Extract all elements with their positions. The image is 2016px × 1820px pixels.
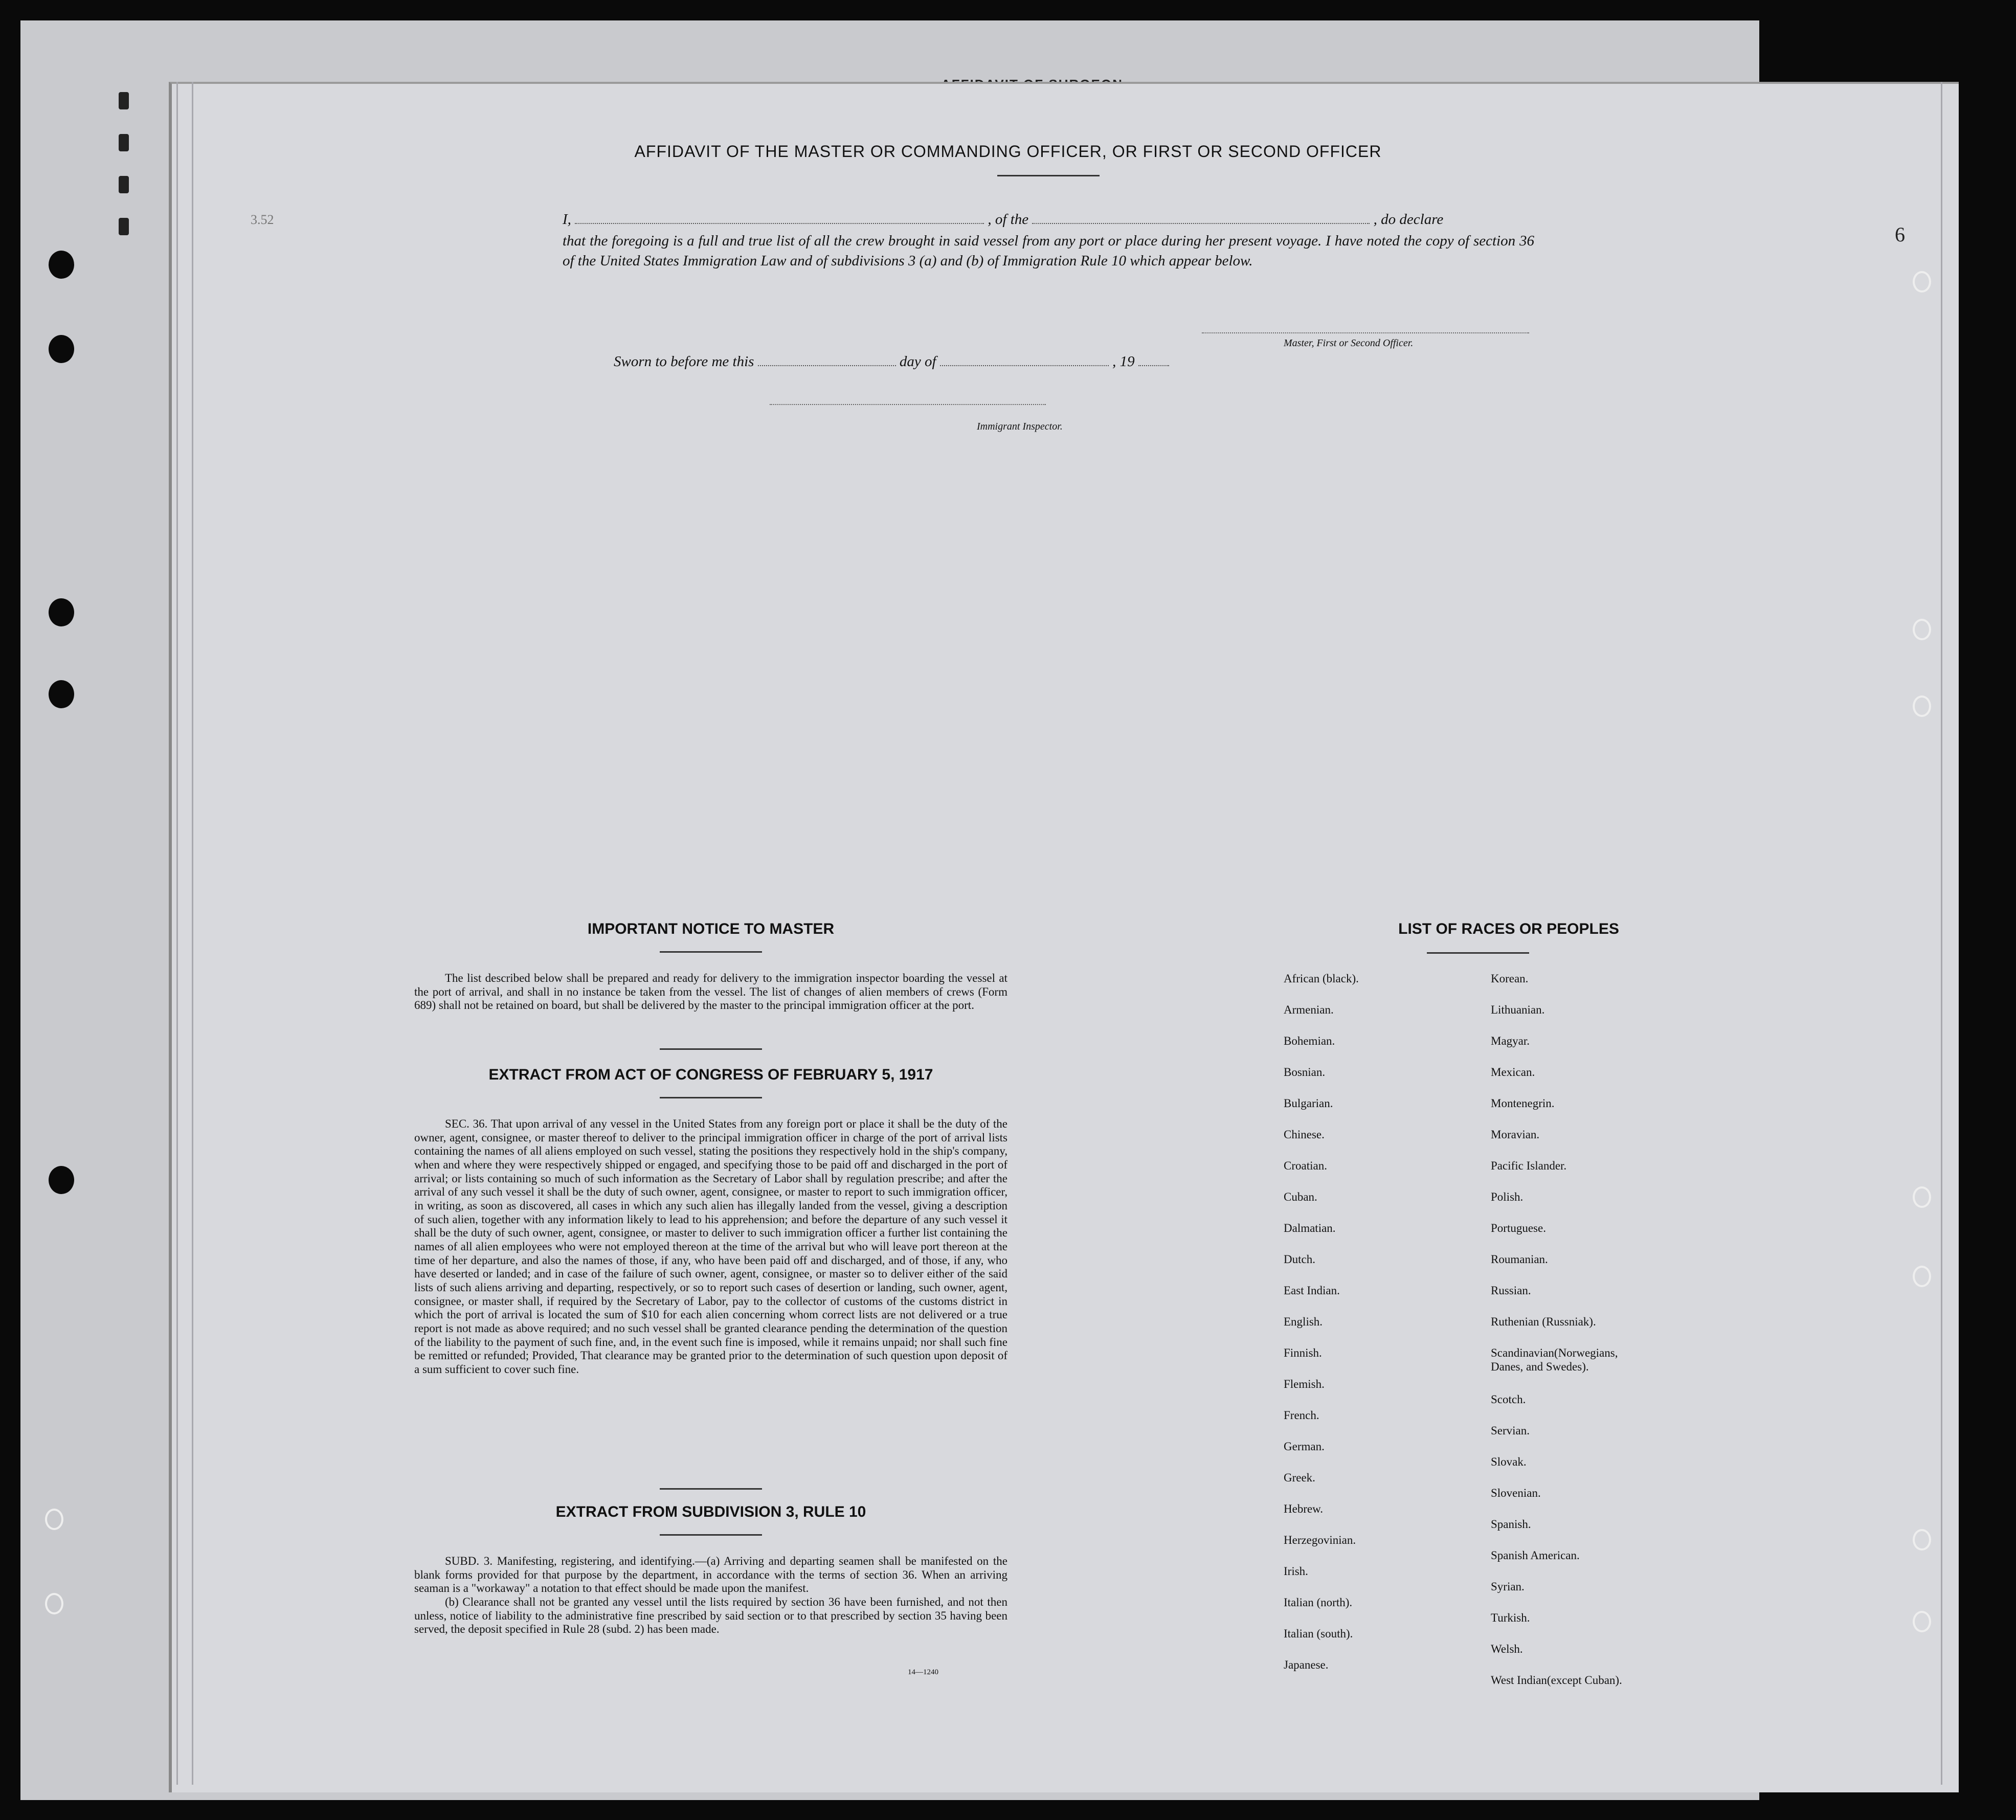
race-item: Bohemian. <box>1284 1035 1335 1047</box>
race-item: Magyar. <box>1491 1035 1530 1047</box>
notice-heading: IMPORTANT NOTICE TO MASTER <box>587 920 835 937</box>
master-signature-field[interactable] <box>1202 332 1529 333</box>
race-item: African (black). <box>1284 972 1359 985</box>
master-label: Master, First or Second Officer. <box>1284 338 1414 349</box>
punch-hole <box>49 1166 74 1194</box>
punch-ring <box>45 1593 63 1614</box>
race-item: Lithuanian. <box>1491 1003 1545 1016</box>
race-item: Moravian. <box>1491 1128 1540 1141</box>
margin-mark: 3.52 <box>251 212 274 227</box>
races-heading: LIST OF RACES OR PEOPLES <box>1398 920 1619 937</box>
margin-rule <box>192 82 193 1785</box>
punch-hole <box>49 251 74 279</box>
vessel-field[interactable] <box>1032 223 1370 224</box>
race-item: Polish. <box>1491 1190 1524 1203</box>
race-item: Pacific Islander. <box>1491 1159 1567 1172</box>
punch-ring <box>1913 1529 1931 1551</box>
punch-hole <box>49 680 74 708</box>
heading-rule <box>1427 952 1529 954</box>
race-item: English. <box>1284 1315 1323 1328</box>
race-item: Dutch. <box>1284 1253 1315 1266</box>
race-item: Welsh. <box>1491 1643 1523 1655</box>
race-item: Servian. <box>1491 1424 1530 1437</box>
day-field[interactable] <box>758 365 896 366</box>
title-rule <box>997 175 1100 176</box>
race-item: Hebrew. <box>1284 1502 1324 1515</box>
form-number: 14—1240 <box>908 1668 938 1676</box>
race-item: Slovak. <box>1491 1455 1527 1468</box>
race-item: Chinese. <box>1284 1128 1325 1141</box>
race-item: German. <box>1284 1440 1325 1453</box>
section-rule <box>660 1488 762 1490</box>
race-item: Herzegovinian. <box>1284 1534 1356 1546</box>
name-field[interactable] <box>575 223 984 224</box>
race-item: Cuban. <box>1284 1190 1317 1203</box>
race-item: Irish. <box>1284 1565 1308 1578</box>
punch-ring <box>1913 695 1931 717</box>
punch-ring <box>45 1509 63 1530</box>
rule-heading: EXTRACT FROM SUBDIVISION 3, RULE 10 <box>555 1503 866 1520</box>
margin-mark: 6 <box>1895 223 1905 246</box>
month-field[interactable] <box>940 365 1109 366</box>
rule-text: SUBD. 3. Manifesting, registering, and identifying.—(a) Arriving and departing seamen shall be manifested on the blank forms provided for that purpose by the department, in accordance with the terms of section 36. When an arriving seaman is a "workaway" a notation to that effect should be made upon the manifest. (b) Clearance shall not be granted any vessel until the lists required by section 36 have been furnished, and not then unless, notice of liability to the administrative fine prescribed by said section or to that prescribed by section 35 having been served, the deposit specified in Rule 28 (subd. 2) has been made. <box>414 1555 1007 1636</box>
declaration-line: I, , of the , do declare <box>563 211 1444 228</box>
section-rule <box>660 1048 762 1050</box>
punch-hole <box>49 598 74 626</box>
race-item: Montenegrin. <box>1491 1097 1555 1110</box>
year-field[interactable] <box>1138 365 1169 366</box>
act-heading: EXTRACT FROM ACT OF CONGRESS OF FEBRUARY 5, 1917 <box>488 1066 933 1083</box>
race-item: French. <box>1284 1409 1319 1422</box>
race-item: Croatian. <box>1284 1159 1327 1172</box>
race-item: Turkish. <box>1491 1611 1530 1624</box>
race-item: West Indian(except Cuban). <box>1491 1674 1622 1687</box>
punch-ring <box>1913 1186 1931 1208</box>
race-item: Spanish American. <box>1491 1549 1580 1562</box>
race-item: Finnish. <box>1284 1346 1322 1359</box>
inspector-signature-field[interactable] <box>770 404 1046 405</box>
declaration-body: that the foregoing is a full and true list of all the crew brought in said vessel from any port or place during her present voyage. I have noted the copy of section 36 of the United States Immigration Law and of subdivisions 3 (a) and (b) of Immigration Rule 10 which appear below. <box>563 233 1534 269</box>
punch-ring <box>1913 1266 1931 1287</box>
race-item: Syrian. <box>1491 1580 1525 1593</box>
act-text: SEC. 36. That upon arrival of any vessel in the United States from any foreign port or place it shall be the duty of the owner, agent, consignee, or master thereof to deliver to the principal immigration officer in charge of the port of arrival lists containing the names of all aliens employed on such vessel, stating the positions they respectively hold in the ship's company, when and where they were respectively shipped or engaged, and specifying those to be paid off and discharged in the port of arrival; or lists containing so much of such information as the Secretary of Labor shall by regulation prescribe; and after the arrival of any such vessel it shall be the duty of such owner, agent, consignee, or master to report to such immigration officer, in writing, as soon as discovered, all cases in which any such alien has illegally landed from the vessel, giving a description of such alien, together with any information likely to lead to his apprehension; and before the departure of any such vessel it shall be the duty of such owner, agent, consignee, or master to deliver to such immigration officer a further list containing the names of all alien employees who were not employed thereon at the time of the arrival but who will leave port thereon at the time of her departure, and also the names of those, if any, who have been paid off and discharged, and of those, if any, who have deserted or landed; and in case of the failure of such owner, agent, consignee, or master so to deliver either of the said lists of such aliens arriving and departing, respectively, or so to report such cases of desertion or landing, such owner, agent, consignee, or master shall, if required by the Secretary of Labor, pay to the collector of customs of the customs district in which the port of arrival is located the sum of $10 for each alien concerning whom correct lists are not delivered or a true report is not made as above required; and no such vessel shall be granted clearance pending the determination of the question of the liability to the payment of such fine, and, in the event such fine is imposed, while it remains unpaid; nor shall such fine be remitted or refunded; Provided, That clearance may be granted prior to the determination of such question upon deposit of a sum sufficient to cover such fine. <box>414 1117 1007 1376</box>
margin-rule <box>1941 82 1942 1785</box>
notice-text: The list described below shall be prepared and ready for delivery to the immigration inspector boarding the vessel at the port of arrival, and shall in no instance be taken from the vessel. The list of changes of alien members of crews (Form 689) shall not be retained on board, but shall be delivered by the master to the principal immigration officer at the port. <box>414 972 1007 1012</box>
race-item: Italian (north). <box>1284 1596 1353 1609</box>
race-item: Greek. <box>1284 1471 1315 1484</box>
race-item: Ruthenian (Russniak). <box>1491 1315 1596 1328</box>
race-item: Russian. <box>1491 1284 1531 1297</box>
punch-hole <box>49 335 74 363</box>
race-item: Scandinavian(Norwegians, Danes, and Swedes). <box>1491 1346 1618 1374</box>
heading-rule <box>660 1534 762 1536</box>
heading-rule <box>660 951 762 953</box>
heading-rule <box>660 1097 762 1098</box>
race-item: Italian (south). <box>1284 1627 1353 1640</box>
race-item: Slovenian. <box>1491 1487 1541 1499</box>
race-item: Japanese. <box>1284 1658 1329 1671</box>
edge-marks <box>119 92 139 245</box>
race-item: Korean. <box>1491 972 1529 985</box>
punch-ring <box>1913 271 1931 293</box>
sworn-line: Sworn to before me this day of , 19 <box>614 352 1330 372</box>
race-item: Armenian. <box>1284 1003 1334 1016</box>
race-item: East Indian. <box>1284 1284 1340 1297</box>
race-item: Spanish. <box>1491 1518 1531 1531</box>
affidavit-title: AFFIDAVIT OF THE MASTER OR COMMANDING OFFICER, OR FIRST OR SECOND OFFICER <box>634 142 1382 161</box>
margin-rule <box>176 82 178 1785</box>
race-item: Dalmatian. <box>1284 1222 1336 1234</box>
race-item: Mexican. <box>1491 1066 1535 1078</box>
race-item: Bosnian. <box>1284 1066 1326 1078</box>
punch-ring <box>1913 1611 1931 1632</box>
race-item: Scotch. <box>1491 1393 1526 1406</box>
race-item: Bulgarian. <box>1284 1097 1333 1110</box>
race-item: Roumanian. <box>1491 1253 1548 1266</box>
inspector-label: Immigrant Inspector. <box>977 421 1063 432</box>
race-item: Portuguese. <box>1491 1222 1546 1234</box>
punch-ring <box>1913 619 1931 640</box>
race-item: Flemish. <box>1284 1378 1325 1390</box>
